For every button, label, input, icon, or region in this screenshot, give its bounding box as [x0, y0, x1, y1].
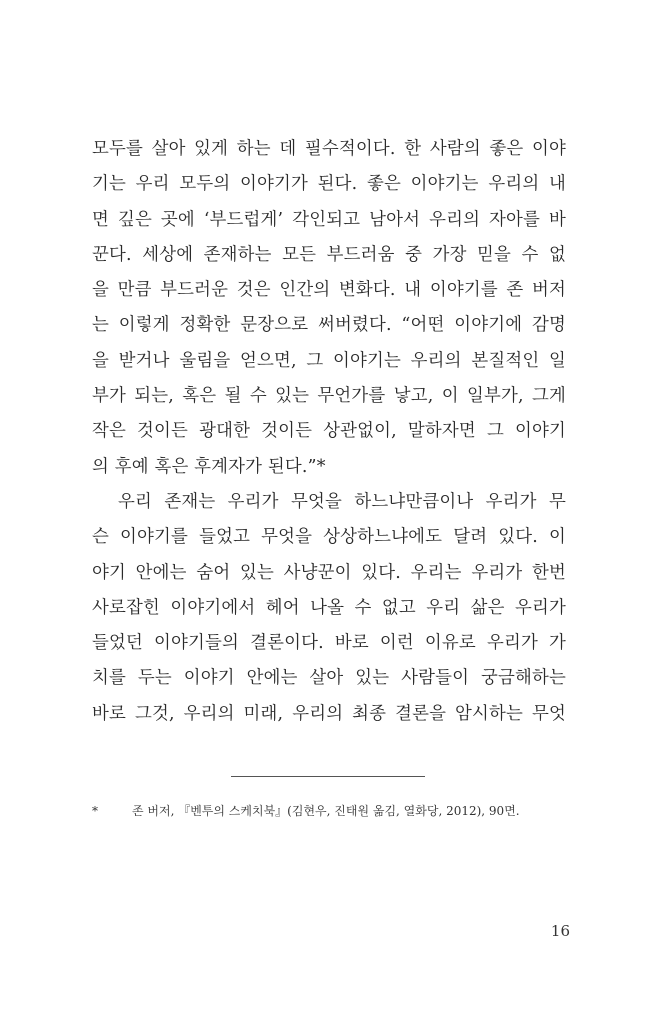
- text-line: 부가 되는, 혹은 될 수 있는 무언가를 낳고, 이 일부가, 그게: [92, 386, 566, 407]
- text-line: 슨 이야기를 들었고 무엇을 상상하느냐에도 달려 있다. 이: [92, 527, 566, 548]
- text-line: 면 깊은 곳에 ‘부드럽게’ 각인되고 남아서 우리의 자아를 바: [92, 209, 566, 230]
- text-line: 들었던 이야기들의 결론이다. 바로 이런 이유로 우리가 가: [92, 633, 566, 654]
- text-line: 는 이렇게 정확한 문장으로 써버렸다. “어떤 이야기에 감명: [92, 315, 566, 336]
- text-line: 을 받거나 울림을 얻으면, 그 이야기는 우리의 본질적인 일: [92, 350, 566, 371]
- text-line: 의 후예 혹은 후계자가 된다.”*: [92, 456, 326, 477]
- body-text: [92, 132, 566, 732]
- text-line: 사로잡힌 이야기에서 헤어 나올 수 없고 우리 삶은 우리가: [92, 597, 566, 618]
- footnote-mark: *: [92, 804, 98, 818]
- footnote-divider: [231, 776, 425, 777]
- text-line: 모두를 살아 있게 하는 데 필수적이다. 한 사람의 좋은 이야: [92, 139, 566, 159]
- page-number: 16: [550, 922, 570, 940]
- text-line: 우리 존재는 우리가 무엇을 하느냐만큼이나 우리가 무: [118, 491, 566, 512]
- text-line: 작은 것이든 광대한 것이든 상관없이, 말하자면 그 이야기: [92, 421, 566, 442]
- text-line: 기는 우리 모두의 이야기가 된다. 좋은 이야기는 우리의 내: [92, 174, 566, 195]
- text-line: 야기 안에는 숨어 있는 사냥꾼이 있다. 우리는 우리가 한번: [92, 562, 566, 583]
- footnote: [92, 802, 572, 820]
- text-line: 을 만큼 부드러운 것은 인간의 변화다. 내 이야기를 존 버저: [92, 280, 566, 301]
- text-line: 치를 두는 이야기 안에는 살아 있는 사람들이 궁금해하는: [92, 668, 566, 689]
- text-line: 바로 그것, 우리의 미래, 우리의 최종 결론을 암시하는 무엇: [92, 703, 566, 724]
- footnote-text: 존 버저, 『벤투의 스케치북』(김현우, 진태원 옮김, 열화당, 2012), 90면.: [132, 804, 520, 818]
- text-line: 꾼다. 세상에 존재하는 모든 부드러움 중 가장 믿을 수 없: [92, 244, 566, 265]
